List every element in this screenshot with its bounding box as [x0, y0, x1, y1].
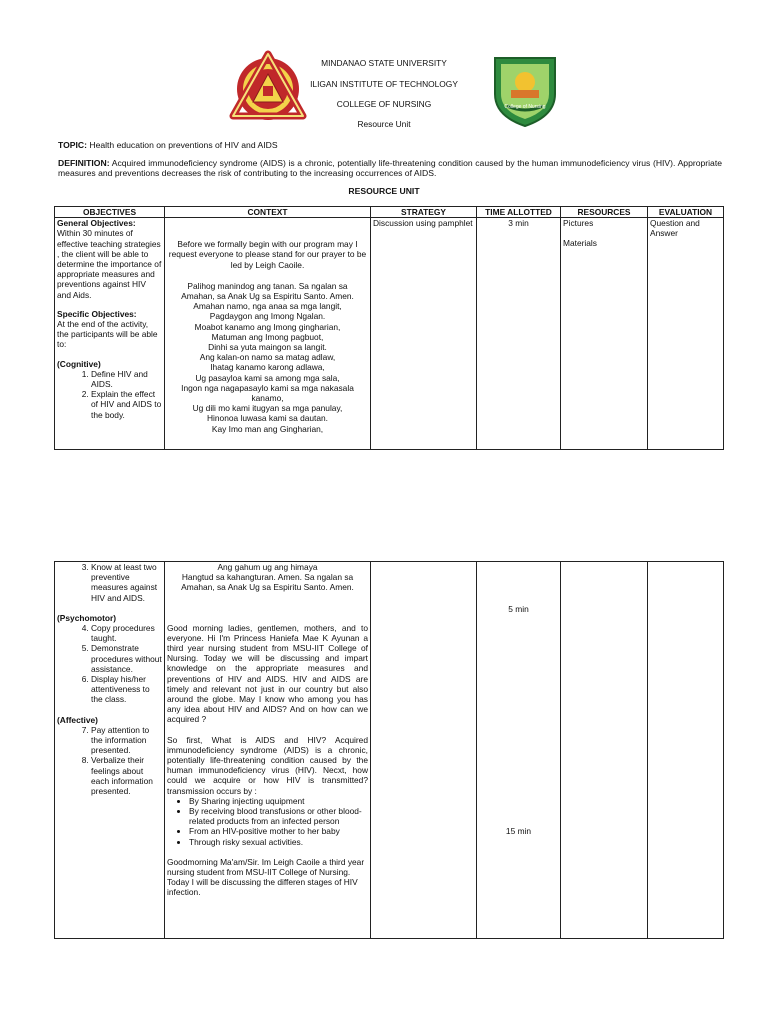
prayer-line: Ang gahum ug ang himaya: [217, 562, 318, 572]
cognitive-heading: (Cognitive): [57, 358, 101, 369]
time-value: 15 min: [505, 826, 532, 837]
list-item: 7. Pay attention to the information presented.: [91, 725, 162, 756]
topic-line: [58, 140, 722, 150]
evaluation-cell: [648, 562, 724, 939]
prayer-line: Amahan namo, nga anaa sa mga langit,: [193, 301, 342, 312]
transmission-list: [167, 796, 368, 847]
topic-label: TOPIC:: [58, 140, 87, 150]
context-intro: Before we formally begin with our program may I request everyone to please stand for our prayer to be led by Leigh Caoile.: [168, 239, 367, 270]
prayer-line: Hinonoa luwasa kami sa dautan.: [206, 413, 329, 424]
header-resources: RESOURCES: [561, 207, 648, 218]
header-time-allotted: TIME ALLOTTED: [477, 207, 561, 218]
objectives-cell: [55, 218, 165, 450]
table-header-row: [55, 207, 724, 218]
prayer-line: kanamo,: [251, 393, 284, 404]
time-value: 5 min: [508, 604, 529, 614]
prayer-line: Amahan, sa Anak Ug sa Espiritu Santo. Amen.: [181, 582, 354, 593]
closing-paragraph: Goodmorning Ma'am/Sir. Im Leigh Caoile a third year nursing student from MSU-IIT College of Nursing. Today I will be discussing the differen stages of HIV infection.: [167, 856, 365, 898]
prayer-line: Ug dili mo kami itugyan sa mga panulay,: [192, 403, 343, 414]
university-name: MINDANAO STATE UNIVERSITY: [321, 58, 447, 68]
topic-text: Health education on preventions of HIV and AIDS: [86, 140, 278, 150]
list-item: • By Sharing injecting uquipment: [189, 796, 368, 806]
resource-item: Materials: [563, 238, 597, 249]
prayer-line: Dinhi sa yuta maingon sa langit.: [208, 342, 327, 353]
section-title: RESOURCE UNIT: [348, 186, 420, 196]
specific-objectives-heading: Specific Objectives:: [57, 308, 137, 319]
list-item: • Through risky sexual activities.: [189, 837, 368, 847]
institute-name: ILIGAN INSTITUTE OF TECHNOLOGY: [310, 79, 458, 89]
evaluation-cell: Question and Answer: [648, 218, 724, 450]
resource-item: Pictures: [563, 218, 594, 229]
header-context: CONTEXT: [165, 207, 371, 218]
definition-paragraph: [58, 158, 722, 179]
prayer-line: Kay Imo man ang Gingharian,: [211, 423, 324, 434]
list-item: 3. Know at least two preventive measures against HIV and AIDS.: [91, 562, 162, 603]
table-row: [55, 562, 724, 939]
prayer-line: Amahan, sa Anak Ug sa Espiritu Santo. Amen.: [181, 291, 354, 302]
header-strategy: STRATEGY: [371, 207, 477, 218]
strategy-cell: Discussion using pamphlet: [371, 218, 477, 450]
list-item: 1. Define HIV and AIDS.: [91, 369, 162, 389]
list-item: • From an HIV-positive mother to her baby: [189, 826, 368, 836]
resource-unit-table-page2: [54, 561, 724, 939]
list-item: 2. Explain the effect of HIV and AIDS to the body.: [91, 389, 162, 420]
resource-unit-table-page1: [54, 206, 724, 450]
prayer-line: Ihatag kanamo karong adlawa,: [210, 362, 325, 373]
context-cell: [165, 218, 371, 450]
psychomotor-heading: (Psychomotor): [57, 612, 117, 623]
list-item: 5. Demonstrate procedures without assistance.: [91, 643, 162, 674]
prayer-line: Matuman ang Imong pagbuot,: [211, 331, 324, 342]
general-objectives-heading: General Objectives:: [57, 218, 136, 229]
greeting-paragraph: Good morning ladies, gentlemen, mothers, and to everyone. Hi I'm Princess Haniefa Mae K Ayunan a third year nursing student from MSU-IIT College of Nursing. Today we will be discussing and impart knowledge on the appropriate measures and preventions of HIV and AIDS. HIV and AIDS are timely and relevant not just in our country but also around the globe. May I know who among you has any idea about HIV and AIDS? And on how can we acquired ?: [167, 622, 368, 725]
strategy-cell: [371, 562, 477, 939]
prayer-line: Ingon nga nagapasaylo kami sa mga nakasala: [181, 382, 354, 393]
prayer-line: Ug pasayloa kami sa among mga sala,: [195, 372, 340, 383]
header-evaluation: EVALUATION: [648, 207, 724, 218]
college-name: COLLEGE OF NURSING: [336, 99, 432, 109]
prayer-line: Moabot kanamo ang Imong gingharian,: [194, 321, 341, 332]
list-item: 4. Copy procedures taught.: [91, 623, 162, 643]
definition-text: Acquired immunodeficiency syndrome (AIDS) is a chronic, potentially life-threatening condition caused by the human immunodeficiency virus (HIV). Appropriate measures and preventions decreases the risk of contributing to the increasing occurrences of AIDS.: [58, 158, 722, 179]
list-item: • By receiving blood transfusions or other blood-related products from an infected person: [189, 806, 368, 826]
prayer-line: Palihog manindog ang tanan. Sa ngalan sa: [187, 280, 348, 291]
specific-objectives-text: At the end of the activity, the participants will be able to:: [57, 319, 158, 350]
resources-cell: [561, 218, 648, 450]
cognitive-list: [57, 369, 162, 420]
affective-list: [57, 725, 162, 796]
prayer-line: Pagdaygon ang Imong Ngalan.: [209, 311, 326, 322]
definition-label: DEFINITION:: [58, 158, 110, 168]
psychomotor-list: [57, 623, 162, 705]
discussion-paragraph: So first, What is AIDS and HIV? Acquired immunodeficiency syndrome (AIDS) is a chronic, potentially life-threatening condition caused by the human immunodeficiency virus (HIV). Necxt, how could we acquire or how HIV is transmitted?transmission occurs by :: [167, 734, 368, 796]
time-cell: [477, 562, 561, 939]
svg-text:College of Nursing: College of Nursing: [504, 104, 546, 110]
general-objectives-text: Within 30 minutes of effective teaching strategies , the client will be able to determine the importance of appropriate measures and preventions against HIV and Aids.: [57, 228, 162, 300]
resources-cell: [561, 562, 648, 939]
objectives-cell: [55, 562, 165, 939]
affective-heading: (Affective): [57, 714, 98, 725]
knowledge-list: [57, 562, 162, 603]
prayer-line: Hangtud sa kahangturan. Amen. Sa ngalan sa: [181, 572, 354, 583]
list-item: 6. Display his/her attentiveness to the class.: [91, 674, 162, 705]
context-cell: [165, 562, 371, 939]
header-objectives: OBJECTIVES: [55, 207, 165, 218]
prayer-line: Ang kalan-on namo sa matag adlaw,: [199, 352, 336, 363]
document-type: Resource Unit: [357, 119, 411, 129]
table-row: [55, 218, 724, 450]
time-cell: 3 min: [477, 218, 561, 450]
list-item: 8. Verbalize their feelings about each information presented.: [91, 755, 162, 796]
